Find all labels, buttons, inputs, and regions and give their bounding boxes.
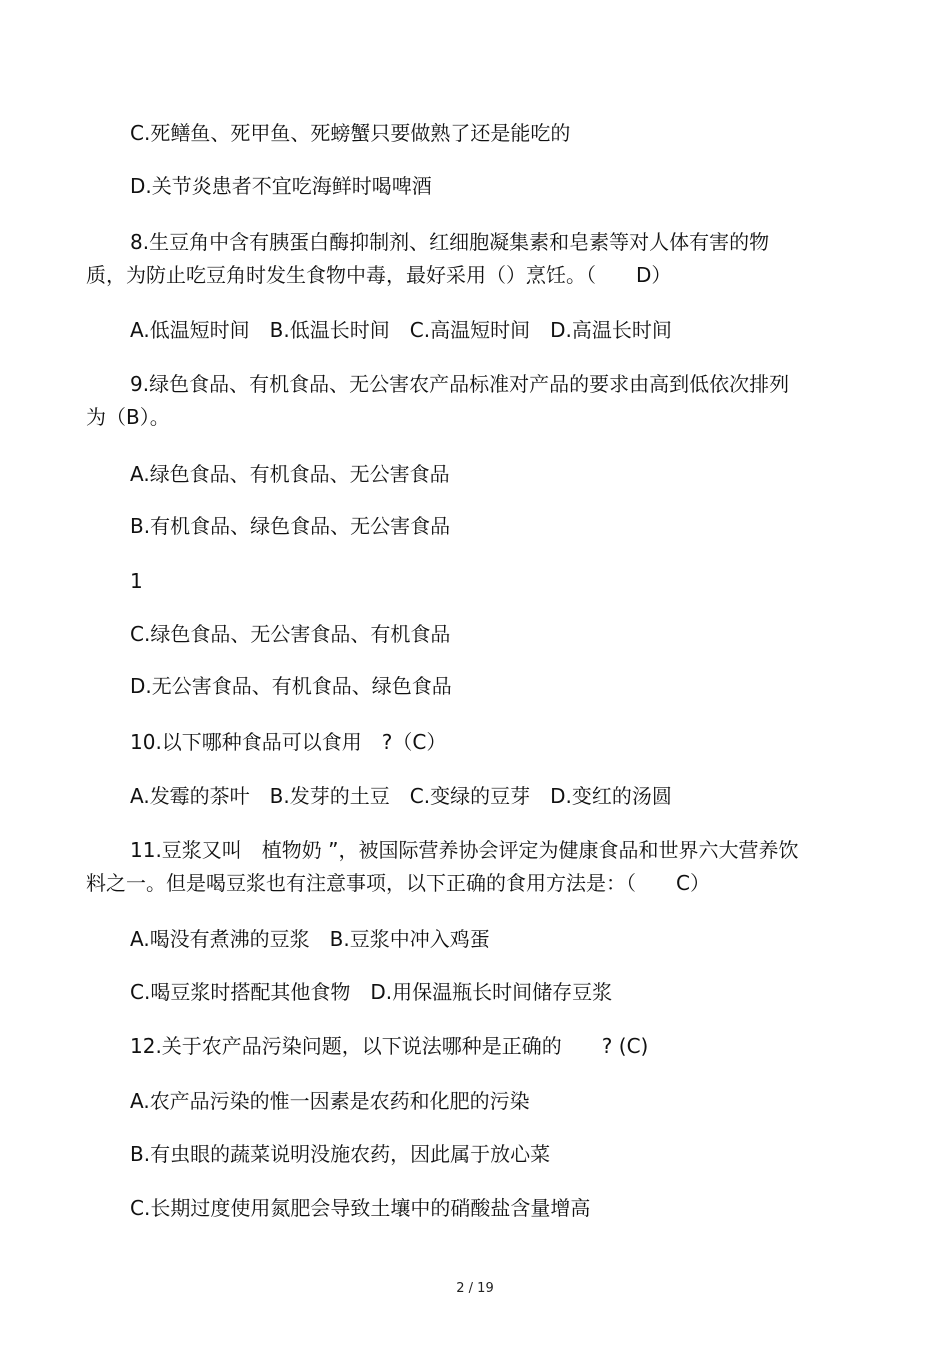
question-line: 为（B）。 xyxy=(86,405,170,429)
option-line: C.绿色食品、无公害食品、有机食品 xyxy=(130,622,451,646)
option-line: B.有虫眼的蔬菜说明没施农药，因此属于放心菜 xyxy=(130,1142,551,1166)
question-line: 料之一。但是喝豆浆也有注意事项，以下正确的食用方法是：（ C） xyxy=(86,871,710,895)
option-line: C.喝豆浆时搭配其他食物 D.用保温瓶长时间储存豆浆 xyxy=(130,980,613,1004)
page-marker: 1 xyxy=(130,569,143,593)
question-line: 8.生豆角中含有胰蛋白酶抑制剂、红细胞凝集素和皂素等对人体有害的物 xyxy=(130,230,770,254)
option-line: A.农产品污染的惟一因素是农药和化肥的污染 xyxy=(130,1089,530,1113)
page-number: 2 / 19 xyxy=(456,1281,494,1296)
question-line: 10.以下哪种食品可以食用 ?（C） xyxy=(130,730,447,754)
option-line: A.绿色食品、有机食品、无公害食品 xyxy=(130,462,450,486)
option-line: A.低温短时间 B.低温长时间 C.高温短时间 D.高温长时间 xyxy=(130,318,672,342)
option-line: B.有机食品、绿色食品、无公害食品 xyxy=(130,514,451,538)
question-line: 9.绿色食品、有机食品、无公害农产品标准对产品的要求由高到低依次排列 xyxy=(130,372,790,396)
question-line: 12.关于农产品污染问题，以下说法哪种是正确的 ? (C) xyxy=(130,1034,649,1058)
question-line: 质，为防止吃豆角时发生食物中毒，最好采用（）烹饪。（ D） xyxy=(86,263,672,287)
option-line: D.无公害食品、有机食品、绿色食品 xyxy=(130,674,452,698)
text-line: D.关节炎患者不宜吃海鲜时喝啤酒 xyxy=(130,174,432,198)
option-line: C.长期过度使用氮肥会导致土壤中的硝酸盐含量增高 xyxy=(130,1196,591,1220)
question-line: 11.豆浆又叫 植物奶 ”，被国际营养协会评定为健康食品和世界六大营养饮 xyxy=(130,838,799,862)
option-line: A.喝没有煮沸的豆浆 B.豆浆中冲入鸡蛋 xyxy=(130,927,490,951)
option-line: A.发霉的茶叶 B.发芽的土豆 C.变绿的豆芽 D.变红的汤圆 xyxy=(130,784,672,808)
text-line: C.死鳝鱼、死甲鱼、死螃蟹只要做熟了还是能吃的 xyxy=(130,121,571,145)
